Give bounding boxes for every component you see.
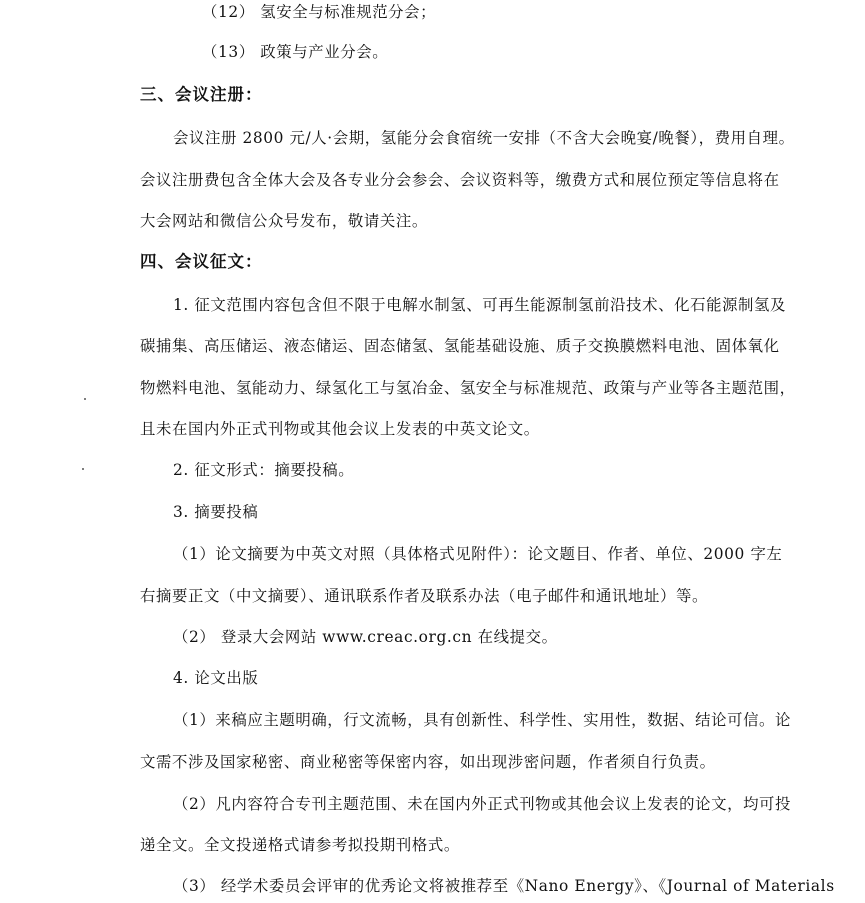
scan-speck [84, 398, 86, 400]
paragraph-line: 右摘要正文（中文摘要）、通讯联系作者及联系办法（电子邮件和通讯地址）等。 [140, 587, 708, 605]
paragraph-line: 3. 摘要投稿 [173, 503, 259, 521]
list-item-12: （12） 氢安全与标准规范分会； [202, 3, 437, 21]
scan-speck [82, 468, 84, 470]
paragraph-line: （2） 登录大会网站 www.creac.org.cn 在线提交。 [173, 628, 558, 646]
list-item-13: （13） 政策与产业分会。 [202, 43, 389, 61]
paragraph-line: 碳捕集、高压储运、液态储运、固态储氢、氢能基础设施、质子交换膜燃料电池、固体氧化 [140, 337, 780, 355]
paragraph-line: 且未在国内外正式刊物或其他会议上发表的中英文论文。 [140, 420, 540, 438]
paragraph-line: 1. 征文范围内容包含但不限于电解水制氢、可再生能源制氢前沿技术、化石能源制氢及 [173, 296, 787, 314]
paragraph-line: 递全文。全文投递格式请参考拟投期刊格式。 [140, 836, 460, 854]
paragraph-line: （1）来稿应主题明确，行文流畅，具有创新性、科学性、实用性，数据、结论可信。论 [173, 711, 792, 729]
paragraph-line: 大会网站和微信公众号发布，敬请关注。 [140, 212, 428, 230]
paragraph-line: 文需不涉及国家秘密、商业秘密等保密内容，如出现涉密问题，作者须自行负责。 [140, 753, 716, 771]
paragraph-line: 2. 征文形式：摘要投稿。 [173, 461, 355, 479]
paragraph-line: 物燃料电池、氢能动力、绿氢化工与氢冶金、氢安全与标准规范、政策与产业等各主题范围， [140, 379, 796, 397]
paragraph-line: （1）论文摘要为中英文对照（具体格式见附件）：论文题目、作者、单位、2000 字左 [173, 545, 783, 563]
section-heading-call-for-papers: 四、会议征文： [140, 252, 263, 271]
paragraph-line: （2）凡内容符合专刊主题范围、未在国内外正式刊物或其他会议上发表的论文，均可投 [173, 795, 792, 813]
paragraph-line: （3） 经学术委员会评审的优秀论文将被推荐至《Nano Energy》、《Journal of Materials [173, 877, 835, 895]
paragraph-line: 会议注册 2800 元/人·会期，氢能分会食宿统一安排（不含大会晚宴/晚餐），费用自理。 [173, 129, 795, 147]
paragraph-line: 会议注册费包含全体大会及各专业分会参会、会议资料等，缴费方式和展位预定等信息将在 [140, 171, 780, 189]
section-heading-registration: 三、会议注册： [140, 85, 263, 104]
paragraph-line: 4. 论文出版 [173, 669, 259, 687]
